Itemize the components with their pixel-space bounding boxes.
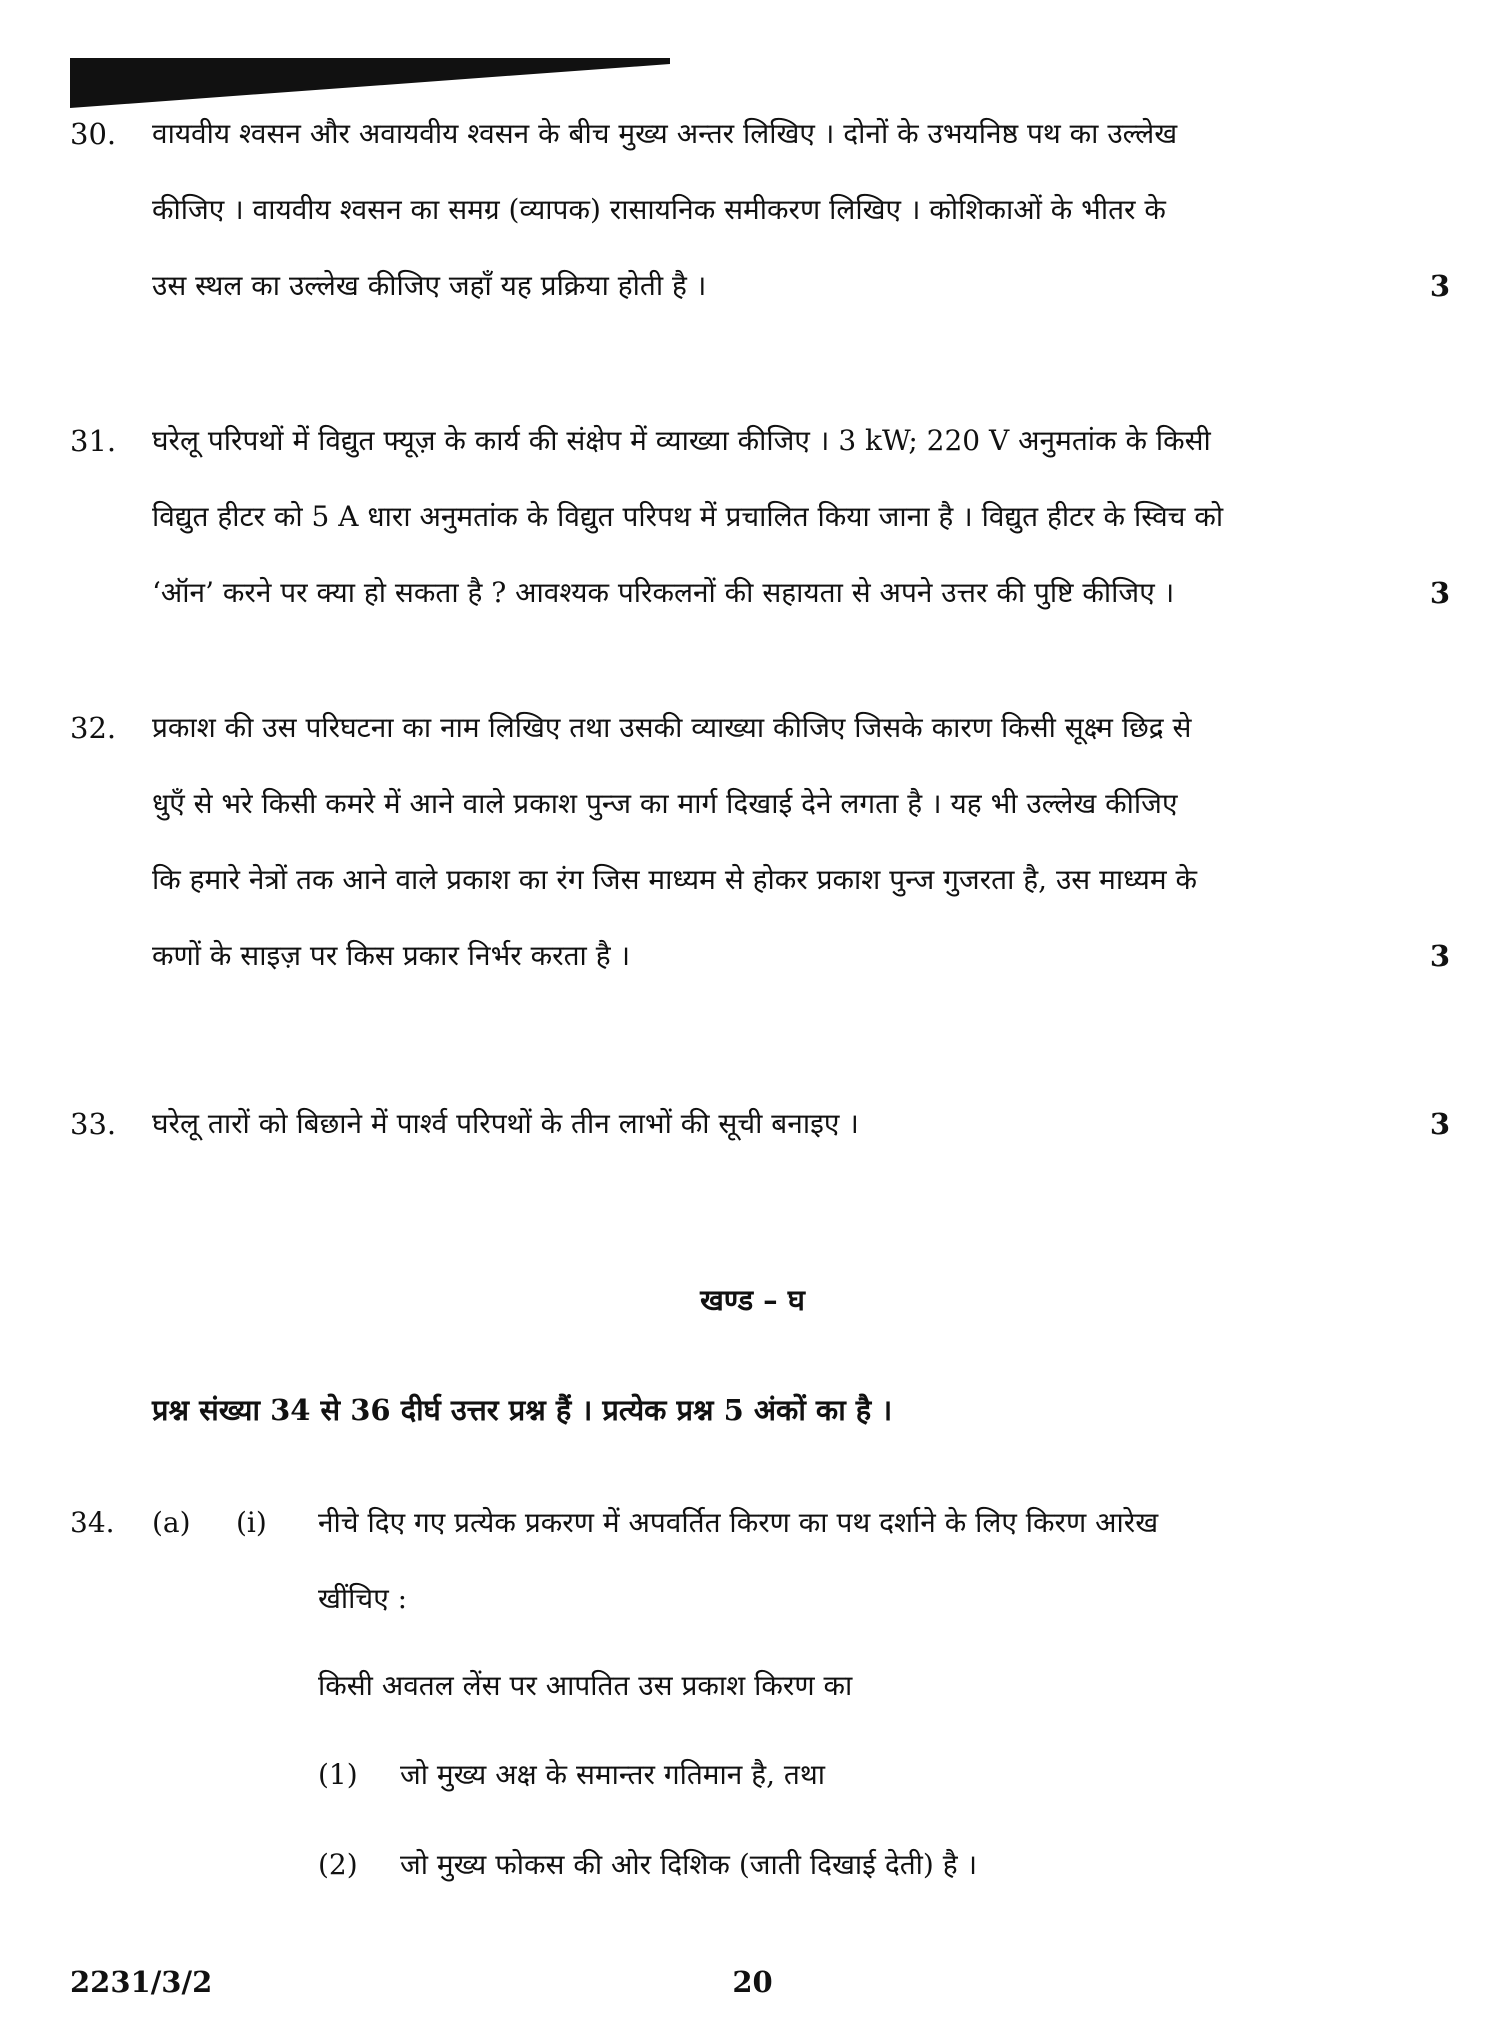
question-marks: 3 <box>1429 1107 1450 1141</box>
question-line: धुएँ से भरे किसी कमरे में आने वाले प्रकाश पुन्ज का मार्ग दिखाई देने लगता है । यह भी उल्लेख कीजिए <box>152 787 1178 820</box>
question-number: 32. <box>70 711 117 745</box>
question-text <box>152 96 1432 324</box>
question-line: विद्युत हीटर को 5 A धारा अनुमतांक के विद्युत परिपथ में प्रचालित किया जाना है । विद्युत हीटर के स्विच को <box>152 500 1224 533</box>
item-label: (1) <box>318 1758 358 1791</box>
question-line: उस स्थल का उल्लेख कीजिए जहाँ यह प्रक्रिया होती है । <box>152 269 707 302</box>
section-heading: खण्ड – घ <box>700 1283 805 1317</box>
question-marks: 3 <box>1429 939 1450 973</box>
question-line: वायवीय श्वसन और अवायवीय श्वसन के बीच मुख्य अन्तर लिखिए । दोनों के उभयनिष्ठ पथ का उल्लेख <box>152 117 1178 150</box>
question-line: कीजिए । वायवीय श्वसन का समग्र (व्यापक) रासायनिक समीकरण लिखिए । कोशिकाओं के भीतर के <box>152 193 1166 226</box>
question-number: 34. <box>70 1506 115 1539</box>
part-label: (a) <box>152 1506 191 1539</box>
question-intro: किसी अवतल लेंस पर आपतित उस प्रकाश किरण का <box>318 1669 853 1702</box>
subpart-label: (i) <box>236 1506 267 1539</box>
paper-code: 2231/3/2 <box>70 1965 213 1999</box>
question-text <box>152 1086 1432 1162</box>
question-line: घरेलू तारों को बिछाने में पार्श्व परिपथों के तीन लाभों की सूची बनाइए । <box>152 1107 859 1140</box>
section-instruction: प्रश्न संख्या 34 से 36 दीर्घ उत्तर प्रश्न हैं । प्रत्येक प्रश्न 5 अंकों का है । <box>152 1393 893 1427</box>
page-number: 20 <box>732 1965 773 1999</box>
question-text <box>152 690 1432 994</box>
question-text <box>152 403 1432 631</box>
question-number: 30. <box>70 117 117 151</box>
question-line: कणों के साइज़ पर किस प्रकार निर्भर करता है । <box>152 939 631 972</box>
question-line: खींचिए : <box>318 1582 408 1615</box>
question-line: कि हमारे नेत्रों तक आने वाले प्रकाश का रंग जिस माध्यम से होकर प्रकाश पुन्ज गुजरता है, उस माध्यम के <box>152 863 1198 896</box>
question-marks: 3 <box>1429 576 1450 610</box>
question-line: प्रकाश की उस परिघटना का नाम लिखिए तथा उसकी व्याख्या कीजिए जिसके कारण किसी सूक्ष्म छिद्र से <box>152 711 1192 744</box>
question-marks: 3 <box>1429 269 1450 303</box>
question-number: 31. <box>70 424 117 458</box>
item-label: (2) <box>318 1848 358 1881</box>
question-line: ‘ऑन’ करने पर क्या हो सकता है ? आवश्यक परिकलनों की सहायता से अपने उत्तर की पुष्टि कीजिए । <box>152 576 1175 609</box>
item-text: जो मुख्य फोकस की ओर दिशिक (जाती दिखाई देती) है । <box>400 1848 978 1881</box>
question-line: नीचे दिए गए प्रत्येक प्रकरण में अपवर्तित किरण का पथ दर्शाने के लिए किरण आरेख <box>318 1506 1159 1539</box>
question-number: 33. <box>70 1107 117 1141</box>
item-text: जो मुख्य अक्ष के समान्तर गतिमान है, तथा <box>400 1758 826 1791</box>
question-line: घरेलू परिपथों में विद्युत फ्यूज़ के कार्य की संक्षेप में व्याख्या कीजिए । 3 kW; 220 V अनुमतांक के किसी <box>152 424 1211 457</box>
